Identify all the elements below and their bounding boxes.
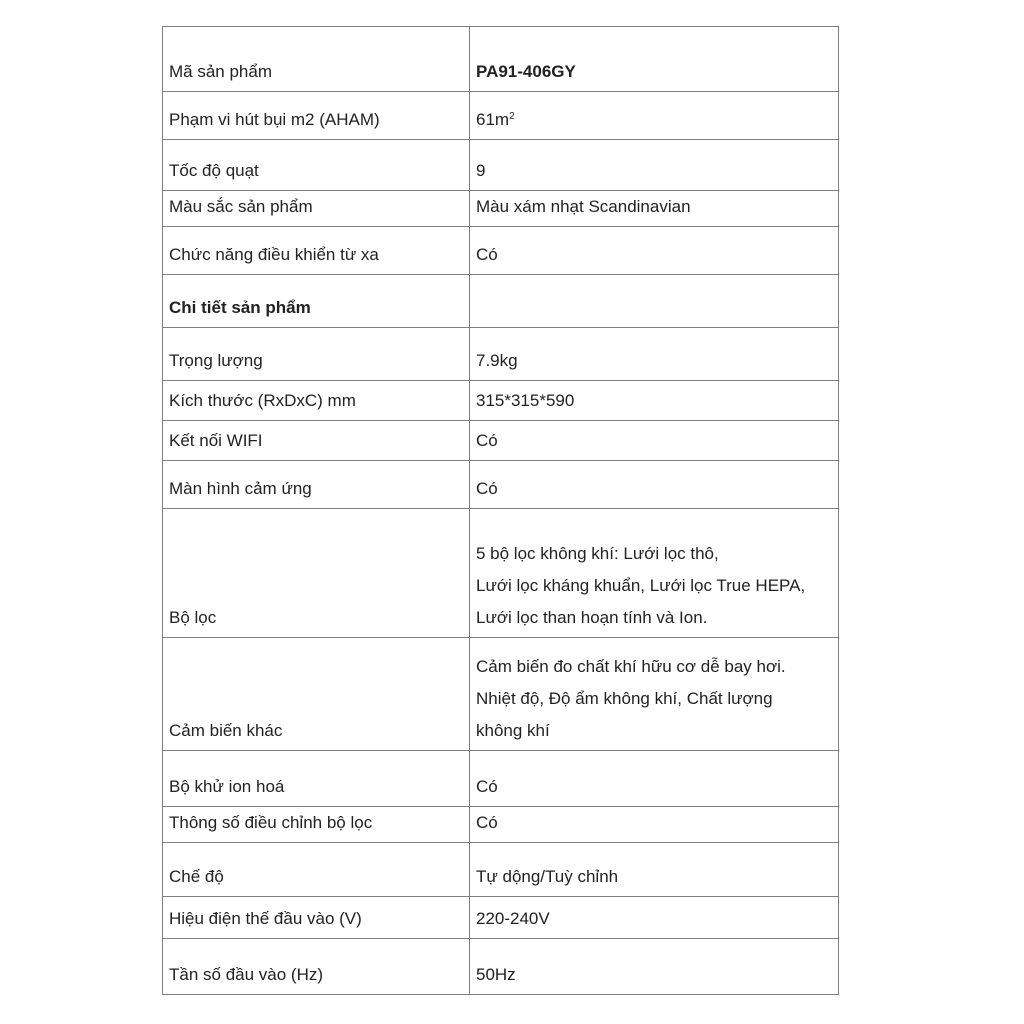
row-label: Thông số điều chỉnh bộ lọc: [163, 807, 470, 843]
row-label: Kích thước (RxDxC) mm: [163, 381, 470, 421]
value-line: Lưới lọc kháng khuẩn, Lưới lọc True HEPA,: [476, 576, 806, 595]
table-row: [163, 751, 839, 807]
row-value: 315*315*590: [470, 381, 839, 421]
value-line: Nhiệt độ, Độ ẩm không khí, Chất lượng: [476, 689, 773, 708]
value-line: không khí: [476, 721, 550, 740]
table-row: [163, 227, 839, 275]
table-row: [163, 275, 839, 328]
row-label: Mã sản phẩm: [163, 27, 470, 92]
table-row: [163, 461, 839, 509]
value-line: 5 bộ lọc không khí: Lưới lọc thô,: [476, 544, 719, 563]
row-label: Tốc độ quạt: [163, 140, 470, 191]
value-line: Lưới lọc than hoạn tính và Ion.: [476, 608, 708, 627]
row-label: Trọng lượng: [163, 328, 470, 381]
row-value: Màu xám nhạt Scandinavian: [470, 191, 839, 227]
row-value: 220-240V: [470, 897, 839, 939]
table-row: [163, 381, 839, 421]
spec-table-body: [163, 27, 839, 995]
value-text: 61m: [476, 110, 510, 129]
row-label: Màn hình cảm ứng: [163, 461, 470, 509]
row-label: Chế độ: [163, 843, 470, 897]
row-label: Kết nối WIFI: [163, 421, 470, 461]
row-label: Bộ lọc: [163, 509, 470, 638]
table-row: [163, 843, 839, 897]
row-value: Có: [470, 421, 839, 461]
row-value: [470, 638, 839, 751]
row-value: PA91-406GY: [470, 27, 839, 92]
row-label: Cảm biến khác: [163, 638, 470, 751]
table-row: [163, 638, 839, 751]
table-row: [163, 421, 839, 461]
section-heading: Chi tiết sản phẩm: [163, 275, 470, 328]
table-row: [163, 509, 839, 638]
row-value: Tự dộng/Tuỳ chỉnh: [470, 843, 839, 897]
row-value: [470, 275, 839, 328]
spec-table: [162, 26, 839, 995]
row-label: Bộ khử ion hoá: [163, 751, 470, 807]
row-value: [470, 92, 839, 140]
row-value: Có: [470, 227, 839, 275]
row-label: Hiệu điện thế đầu vào (V): [163, 897, 470, 939]
table-row: [163, 328, 839, 381]
value-superscript: 2: [509, 111, 515, 122]
table-row: [163, 897, 839, 939]
row-value: 50Hz: [470, 939, 839, 995]
table-row: [163, 191, 839, 227]
table-row: [163, 92, 839, 140]
table-row: [163, 27, 839, 92]
table-row: [163, 807, 839, 843]
row-label: Phạm vi hút bụi m2 (AHAM): [163, 92, 470, 140]
table-row: [163, 140, 839, 191]
row-label: Tần số đầu vào (Hz): [163, 939, 470, 995]
row-label: Màu sắc sản phẩm: [163, 191, 470, 227]
table-row: [163, 939, 839, 995]
row-value: 9: [470, 140, 839, 191]
row-value: 7.9kg: [470, 328, 839, 381]
value-line: Cảm biến đo chất khí hữu cơ dễ bay hơi.: [476, 657, 786, 676]
row-value: Có: [470, 751, 839, 807]
row-label: Chức năng điều khiển từ xa: [163, 227, 470, 275]
row-value: Có: [470, 807, 839, 843]
row-value: [470, 509, 839, 638]
row-value: Có: [470, 461, 839, 509]
